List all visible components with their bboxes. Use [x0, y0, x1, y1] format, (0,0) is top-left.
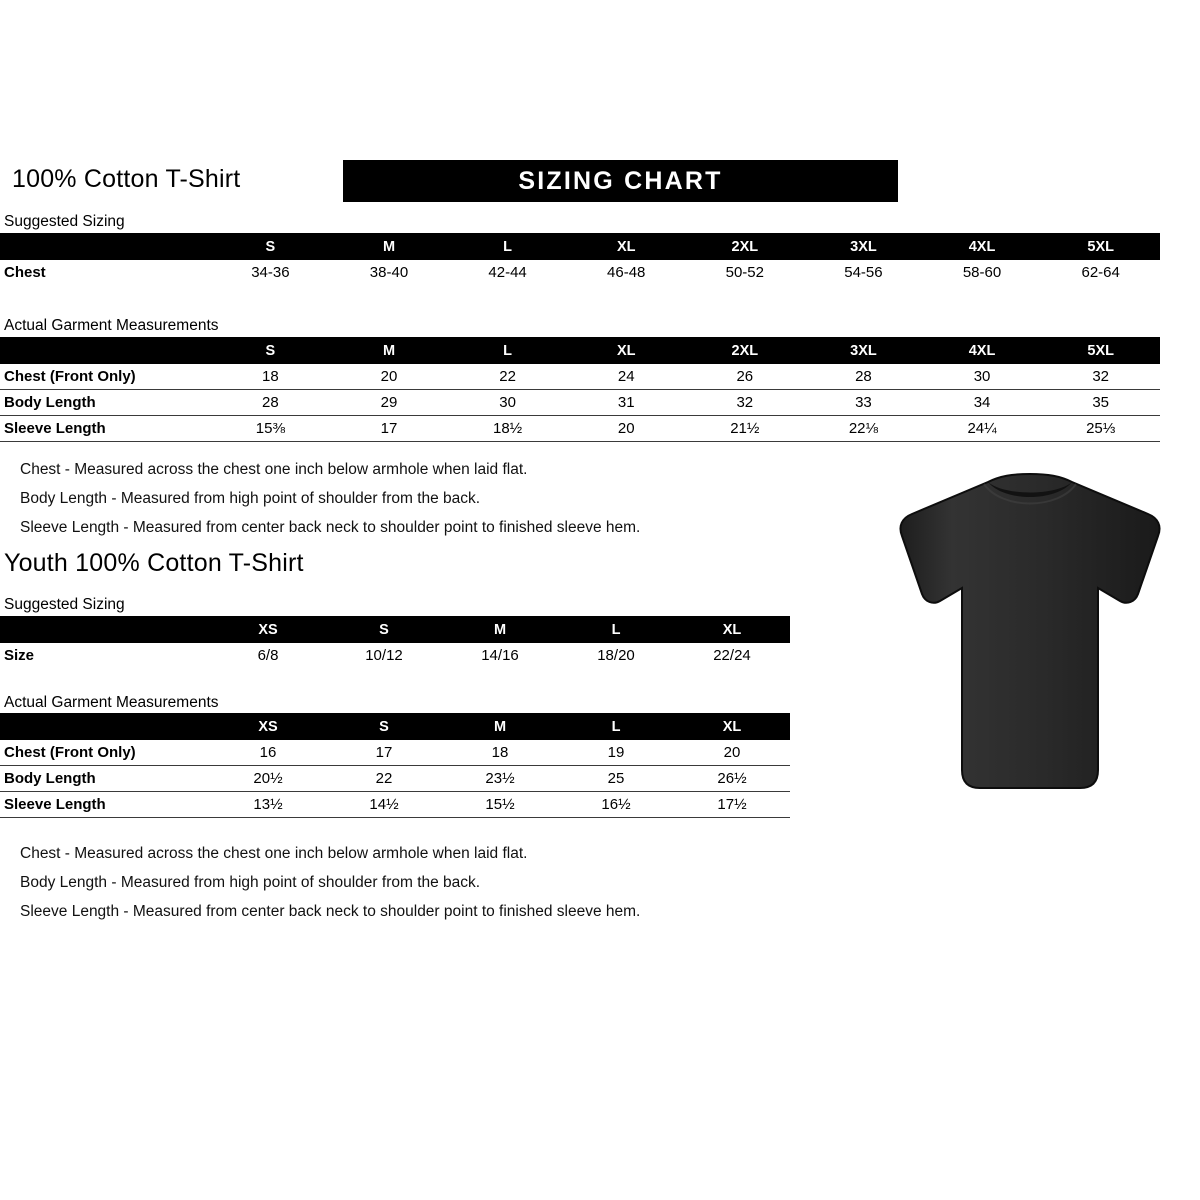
table-cell: 18 — [442, 740, 558, 766]
row-label: Chest — [4, 264, 46, 281]
column-header: XS — [210, 616, 326, 643]
adult-actual-label: Actual Garment Measurements — [4, 317, 219, 334]
table-cell: 42-44 — [488, 264, 527, 281]
table-cell: 18 — [211, 364, 330, 390]
table-cell: 62-64 — [1081, 264, 1120, 281]
youth-note-sleeve-length: Sleeve Length - Measured from center back neck to shoulder point to finished sleeve hem. — [20, 903, 641, 920]
table-cell: 21½ — [686, 416, 805, 442]
table-cell: 30 — [923, 364, 1042, 390]
column-header: M — [442, 616, 558, 643]
column-header: 2XL — [686, 233, 805, 260]
table-cell: 22⅛ — [804, 416, 923, 442]
table-cell: 22/24 — [713, 647, 751, 664]
table-cell: 54-56 — [844, 264, 883, 281]
youth-note-chest: Chest - Measured across the chest one inch below armhole when laid flat. — [20, 845, 528, 862]
table-cell: 58-60 — [962, 264, 1002, 281]
adult-note-chest: Chest - Measured across the chest one inch below armhole when laid flat. — [20, 461, 528, 478]
table-cell: 19 — [558, 740, 674, 766]
table-cell: 25⅓ — [1041, 416, 1160, 442]
table-cell: 32 — [686, 390, 805, 416]
column-header: S — [211, 337, 330, 364]
table-cell: 28 — [211, 390, 330, 416]
table-cell: 32 — [1041, 364, 1160, 390]
table-cell: 30 — [448, 390, 567, 416]
youth-actual-table — [0, 713, 790, 818]
table-cell: 20 — [567, 416, 686, 442]
table-cell: 28 — [804, 364, 923, 390]
column-header: L — [448, 337, 567, 364]
table-cell: 33 — [804, 390, 923, 416]
table-cell: 46-48 — [607, 264, 646, 281]
table-row — [0, 766, 790, 792]
adult-note-body-length: Body Length - Measured from high point of shoulder from the back. — [20, 490, 481, 507]
column-header: 5XL — [1041, 233, 1160, 260]
column-header: M — [330, 337, 449, 364]
table-cell: 22 — [448, 364, 567, 390]
column-header: L — [558, 713, 674, 740]
table-header-row — [0, 233, 1160, 260]
table-row — [0, 792, 790, 818]
table-cell: 38-40 — [369, 264, 409, 281]
youth-section-title: Youth 100% Cotton T-Shirt — [4, 549, 304, 577]
t-shirt-illustration — [880, 470, 1180, 815]
page-title: 100% Cotton T-Shirt — [12, 165, 241, 193]
table-cell: 23½ — [442, 766, 558, 792]
table-cell: 6/8 — [257, 647, 279, 664]
table-cell: 25 — [558, 766, 674, 792]
table-cell: 20 — [330, 364, 449, 390]
table-cell: 17 — [326, 740, 442, 766]
table-row — [0, 390, 1160, 416]
column-header: M — [442, 713, 558, 740]
table-cell: 35 — [1041, 390, 1160, 416]
column-header: XS — [210, 713, 326, 740]
column-header: S — [211, 233, 330, 260]
column-header: XL — [674, 616, 790, 643]
column-header: M — [330, 233, 449, 260]
column-header — [0, 233, 211, 260]
column-header: 3XL — [804, 233, 923, 260]
row-label: Sleeve Length — [0, 792, 210, 818]
column-header: 4XL — [923, 233, 1042, 260]
column-header: XL — [567, 233, 686, 260]
table-row — [0, 260, 1160, 285]
adult-suggested-table — [0, 233, 1160, 285]
table-cell: 18½ — [448, 416, 567, 442]
table-header-row — [0, 616, 790, 643]
adult-actual-table — [0, 337, 1160, 442]
table-cell: 15½ — [442, 792, 558, 818]
column-header: L — [448, 233, 567, 260]
table-cell: 26 — [686, 364, 805, 390]
table-cell: 26½ — [674, 766, 790, 792]
column-header: S — [326, 616, 442, 643]
table-cell: 34 — [923, 390, 1042, 416]
adult-suggested-label: Suggested Sizing — [4, 213, 125, 230]
table-cell: 24 — [567, 364, 686, 390]
column-header: 2XL — [686, 337, 805, 364]
youth-actual-label: Actual Garment Measurements — [4, 694, 219, 711]
table-cell: 15⅜ — [211, 416, 330, 442]
table-cell: 50-52 — [725, 264, 764, 281]
table-cell: 14½ — [326, 792, 442, 818]
table-cell: 14/16 — [481, 647, 519, 664]
row-label: Sleeve Length — [0, 416, 211, 442]
column-header: S — [326, 713, 442, 740]
table-header-row — [0, 337, 1160, 364]
table-cell: 31 — [567, 390, 686, 416]
table-header-row — [0, 713, 790, 740]
table-cell: 34-36 — [251, 264, 290, 281]
column-header: L — [558, 616, 674, 643]
table-row — [0, 643, 790, 668]
table-cell: 13½ — [210, 792, 326, 818]
table-row — [0, 416, 1160, 442]
table-cell: 20 — [674, 740, 790, 766]
column-header — [0, 713, 210, 740]
row-label: Chest (Front Only) — [0, 364, 211, 390]
youth-suggested-table — [0, 616, 790, 668]
table-cell: 17 — [330, 416, 449, 442]
column-header — [0, 616, 210, 643]
row-label: Body Length — [0, 766, 210, 792]
table-cell: 17½ — [674, 792, 790, 818]
table-cell: 20½ — [210, 766, 326, 792]
column-header — [0, 337, 211, 364]
table-cell: 24¼ — [923, 416, 1042, 442]
table-cell: 18/20 — [597, 647, 635, 664]
table-cell: 29 — [330, 390, 449, 416]
table-row — [0, 364, 1160, 390]
column-header: 3XL — [804, 337, 923, 364]
column-header: 4XL — [923, 337, 1042, 364]
youth-suggested-label: Suggested Sizing — [4, 596, 125, 613]
sizing-chart-banner — [343, 160, 898, 202]
youth-note-body-length: Body Length - Measured from high point of shoulder from the back. — [20, 874, 481, 891]
row-label: Chest (Front Only) — [0, 740, 210, 766]
row-label: Body Length — [0, 390, 211, 416]
column-header: 5XL — [1041, 337, 1160, 364]
table-cell: 10/12 — [365, 647, 403, 664]
table-cell: 22 — [326, 766, 442, 792]
chart-header — [8, 160, 898, 204]
table-cell: 16 — [210, 740, 326, 766]
column-header: XL — [674, 713, 790, 740]
column-header: XL — [567, 337, 686, 364]
table-cell: 16½ — [558, 792, 674, 818]
table-row — [0, 740, 790, 766]
row-label: Size — [4, 647, 35, 664]
sizing-chart-banner-label: SIZING CHART — [518, 167, 723, 195]
adult-note-sleeve-length: Sleeve Length - Measured from center back neck to shoulder point to finished sleeve hem. — [20, 519, 641, 536]
